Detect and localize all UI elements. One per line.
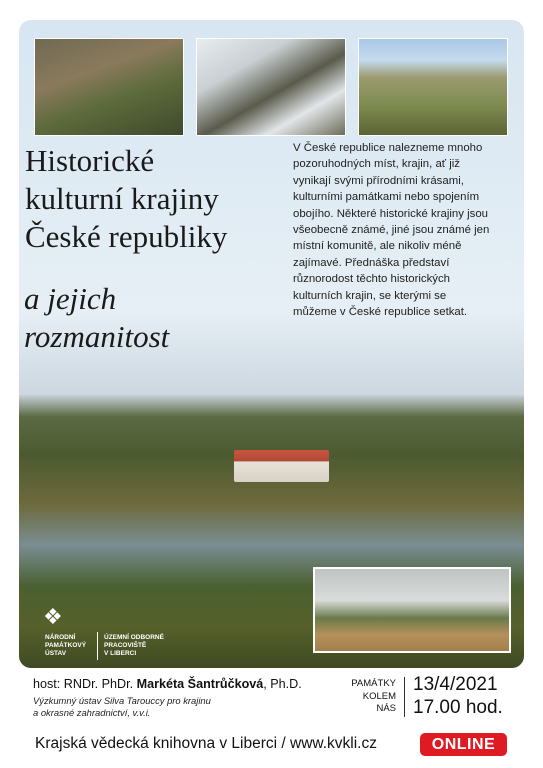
logo-uop-text: ÚZEMNÍ ODBORNÉ PRACOVIŠTĚ V LIBERCI	[104, 634, 164, 657]
online-badge: ONLINE	[420, 733, 507, 756]
host-institution-line-2: a okrasné zahradnictví, v.v.i.	[33, 707, 151, 718]
host-name: Markéta Šantrůčková	[136, 677, 264, 691]
poster-subtitle: a jejich rozmanitost	[24, 281, 170, 354]
aerial-photo-town	[34, 38, 184, 136]
aerial-photo-winter	[196, 38, 346, 136]
inset-photo-monument	[313, 567, 511, 653]
logo-npu-text: NÁRODNÍ PAMÁTKOVÝ ÚSTAV	[45, 634, 87, 657]
poster-title: Historické kulturní krajiny České republiky	[25, 143, 228, 254]
npu-logo	[37, 600, 187, 655]
series-brand: PAMÁTKY KOLEM NÁS	[351, 678, 396, 714]
castle-photo-detail	[234, 450, 329, 482]
divider-line	[404, 677, 405, 717]
logo-divider	[97, 632, 98, 660]
event-time: 17.00 hod.	[413, 697, 503, 718]
host-info: host: RNDr. PhDr. Markéta Šantrůčková, Ph.D.	[33, 677, 302, 691]
event-date: 13/4/2021	[413, 674, 498, 695]
aerial-photo-fields	[358, 38, 508, 136]
lecture-description: V České republice nalezneme mnoho pozoruhodných míst, krajin, ať již vynikají svými přírodními krásami, kulturními památkami nebo spojením obojího. Některé historické krajiny jsou všeobecně známé, jiné jsou známé jen místní komunitě, ale nikoliv méně zajímavé. Přednáška představí různorodost těchto historických kulturních krajin, se kterými se můžeme v České republice setkat.	[293, 142, 490, 319]
host-institution: Výzkumný ústav Silva Tarouccy pro krajinu	[33, 695, 211, 706]
footer-library[interactable]: Krajská vědecká knihovna v Liberci / www.kvkli.cz	[35, 735, 377, 752]
npu-logo-icon: ❖	[43, 604, 63, 629]
